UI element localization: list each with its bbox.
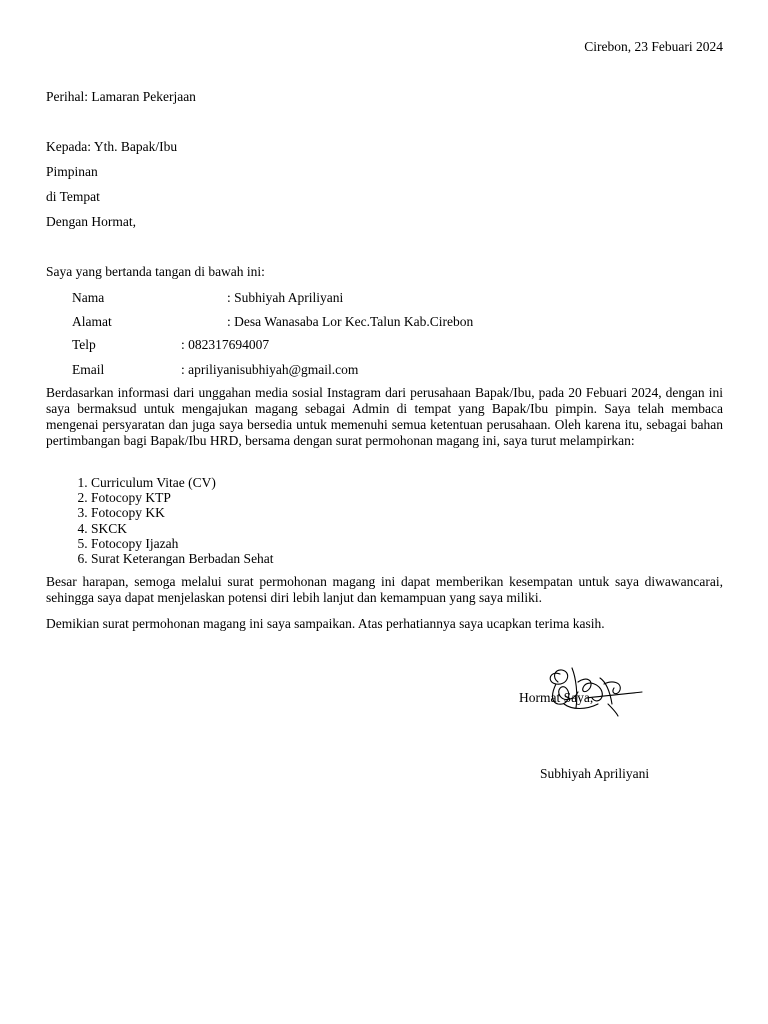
recipient-line-3: di Tempat [46, 189, 100, 204]
signer-name: Subhiyah Apriliyani [540, 766, 650, 781]
list-item: 2. Fotocopy KTP [91, 490, 274, 505]
identity-value-address: : Desa Wanasaba Lor Kec.Talun Kab.Cirebon [227, 314, 474, 329]
identity-label-phone: Telp [72, 337, 96, 352]
identity-value-phone: : 082317694007 [181, 337, 270, 352]
list-item: 5. Fotocopy Ijazah [91, 536, 274, 551]
identity-value-name: : Subhiyah Apriliyani [227, 290, 344, 305]
list-item: 4. SKCK [91, 521, 274, 536]
identity-value-email: : apriliyanisubhiyah@gmail.com [181, 362, 359, 377]
list-item: 6. Surat Keterangan Berbadan Sehat [91, 551, 274, 566]
recipient-line-1: Kepada: Yth. Bapak/Ibu [46, 139, 178, 154]
identity-label-address: Alamat [72, 314, 112, 329]
identity-label-name: Nama [72, 290, 105, 305]
hope-paragraph: Besar harapan, semoga melalui surat permohonan magang ini dapat memberikan kesempatan untuk saya diwawancarai, sehingga saya dapat menjelaskan potensi diri lebih lanjut dan kemampuan yang saya miliki. [46, 574, 723, 605]
body-paragraph: Berdasarkan informasi dari unggahan media sosial Instagram dari perusahaan Bapak/Ibu, pada 20 Febuari 2024, dengan ini saya bermaksud untuk mengajukan magang sebagai Admin di tempat yang Bapak/Ibu pimpin. Saya telah membaca mengenai persyaratan dan juga saya bersedia untuk memenuhi semua ketentuan perusahaan. Oleh karena itu, sebagai bahan pertimbangan bagi Bapak/Ibu HRD, bersama dengan surat permohonan magang ini, saya turut melampirkan: [46, 385, 723, 448]
date-line: Cirebon, 23 Febuari 2024 [584, 39, 723, 54]
signature-image [542, 664, 646, 720]
recipient-line-2: Pimpinan [46, 164, 98, 179]
greeting: Dengan Hormat, [46, 214, 136, 229]
subject-line: Perihal: Lamaran Pekerjaan [46, 89, 196, 104]
attachment-list [46, 475, 274, 566]
identity-label-email: Email [72, 362, 105, 377]
valediction: Hormat Saya, [519, 690, 594, 705]
intro-line: Saya yang bertanda tangan di bawah ini: [46, 264, 265, 279]
closing-paragraph: Demikian surat permohonan magang ini saya sampaikan. Atas perhatiannya saya ucapkan terima kasih. [46, 616, 605, 631]
list-item: 1. Curriculum Vitae (CV) [91, 475, 274, 490]
list-item: 3. Fotocopy KK [91, 505, 274, 520]
